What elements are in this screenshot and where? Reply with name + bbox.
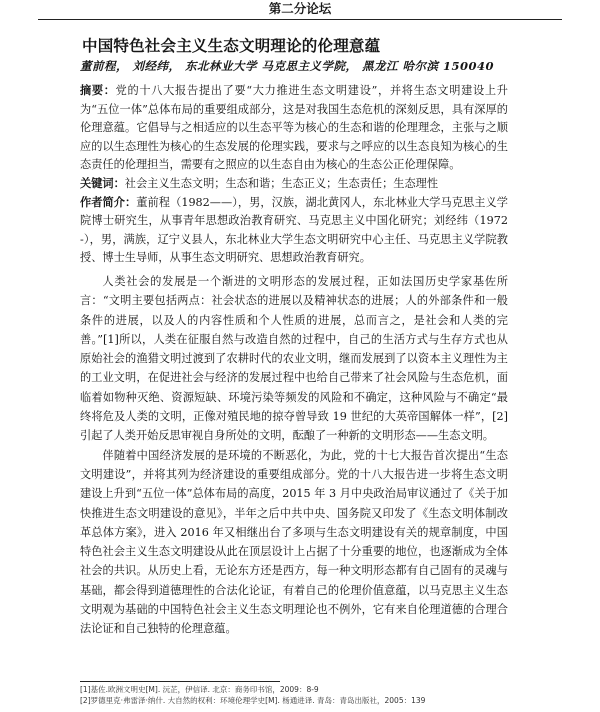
- body-paragraph-1: 人类社会的发展是一个渐进的文明形态的发展过程，正如法国历史学家基佐所言：“文明主要包括两点：社会状态的进展以及精神状态的进展；人的外部条件和一般条件的进展，以及人的内容性质和个人性质的进展，总而言之，是社会和人类的完善。”[1]所以，人类在征服自然与改造自然的过程中，自己的生活方式与生存方式也从原始社会的渔猎文明过渡到了农耕时代的农业文明，继而发展到了以资本主义理性为主的工业文明，在促进社会与经济的发展过程中也给自己带来了社会风险与生态危机，面临着如物种灭绝、资源短缺、环境污染等频发的风险和不确定，这种风险与不确定“最终将危及人类的文明，正像对殖民地的掠夺曾导致 19 世纪的大英帝国解体一样”，[2]引起了人类开始反思审视自身所处的文明，酝酿了一种新的文明形态——生态文明。: [80, 275, 508, 443]
- footnote-1: [1]基佐.欧洲文明史[M]. 沅芷，伊信译. 北京：商务印书馆，2009：8-9: [80, 685, 319, 694]
- footnotes: [80, 684, 560, 706]
- paper-title: 中国特色社会主义生态文明理论的伦理意蕴: [82, 37, 381, 55]
- author-bio-label: 作者简介：: [80, 195, 137, 209]
- keywords: [80, 175, 508, 194]
- footnote-2: [2]罗德里克·弗雷泽·纳什. 大自然的权利：环境伦理学史[M]. 杨通进译. 青岛：青岛出版社，2005：139: [80, 696, 426, 705]
- abstract-text: 党的十八大报告提出了要“大力推进生态文明建设”，并将生态文明建设上升为“五位一体”总体布局的重要组成部分，这是对我国生态危机的深刻反思，具有深厚的伦理意蕴。它倡导与之相适应的以生态平等为核心的生态和谐的伦理理念，主张与之顺应的以生态理性为核心的生态发展的伦理实践，要求与之呼应的以生态良知为核心的生态责任的伦理担当，需要有之照应的以生态自由为核心的生态公正伦理保障。: [80, 84, 508, 172]
- author-bio: [80, 194, 508, 268]
- abstract: [80, 82, 508, 175]
- running-header-text: 第二分论坛: [268, 1, 332, 16]
- body-text: [80, 272, 508, 639]
- front-matter: [80, 82, 508, 268]
- body-paragraph-2: 伴随着中国经济发展的是环境的不断恶化，为此，党的十七大报告首次提出“生态文明建设”，并将其列为经济建设的重要组成部分。党的十八大报告进一步将生态文明建设上升到“五位一体”总体布局的高度，2015 年 3 月中央政治局审议通过了《关于加快推进生态文明建设的意见》，半年之后中共中央、国务院又印发了《生态文明体制改革总体方案》，进入 2016 年又相继出台了多项与生态文明建设有关的规章制度，中国特色社会主义生态文明建设从此在顶层设计上占据了十分重要的地位，也逐渐成为全体社会的共识。从历史上看，无论东方还是西方，每一种文明形态都有自己固有的灵魂与基础，都会得到道德理性的合法化论证，有着自己的伦理价值意蕴，以马克思主义生态文明观为基础的中国特色社会主义生态文明理论也不例外，它有来自伦理道德的合理合法论证和自己独特的伦理意蕴。: [80, 448, 508, 636]
- author-affiliation: 董前程， 刘经纬， 东北林业大学 马克思主义学院， 黑龙江 哈尔滨 150040: [80, 59, 495, 73]
- header-rule: [38, 19, 562, 20]
- keywords-text: 社会主义生态文明；生态和谐；生态正义；生态责任；生态理性: [124, 176, 439, 190]
- author-bio-text: 董前程（1982——），男，汉族，湖北黄冈人，东北林业大学马克思主义学院博士研究生，从事青年思想政治教育研究、马克思主义中国化研究；刘经纬（1972 -），男，满族，辽宁义县人，东北林业大学生态文明研究中心主任、马克思主义学院教授、博士生导师，从事生态文明研究、思想政治教育研究。: [80, 195, 508, 265]
- keywords-label: 关键词：: [80, 176, 125, 190]
- abstract-label: 摘要：: [80, 84, 116, 97]
- footnote-rule: [80, 681, 280, 682]
